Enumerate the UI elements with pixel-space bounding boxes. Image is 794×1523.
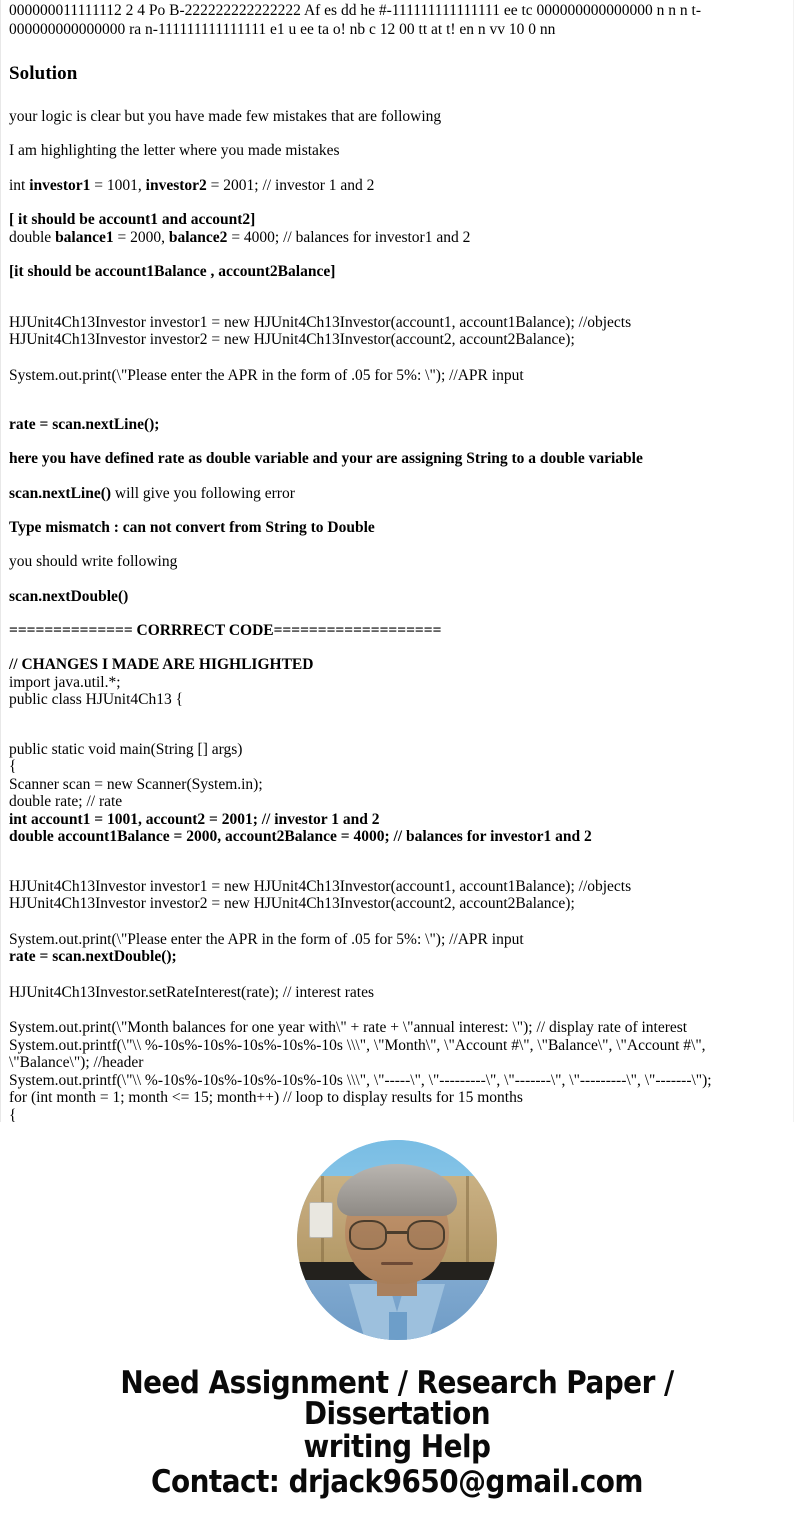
spacer [9, 384, 787, 402]
avatar [297, 1140, 497, 1340]
spacer [9, 537, 787, 553]
mistake1-prefix: int [9, 176, 30, 194]
spacer [9, 282, 787, 300]
avatar-wrapper [297, 1140, 497, 1340]
code-line-apr-prompt: System.out.print(\"Please enter the APR in the form of .05 for 5%: \"); //APR input [9, 930, 524, 948]
code-line-class-decl: public class HJUnit4Ch13 { [9, 691, 184, 709]
error-lead-rest: will give you following error [111, 484, 295, 502]
rate-issue-explanation: here you have defined rate as double variable and your are assigning String to a double variable [9, 450, 643, 468]
promo-contact-line: Contact: drjack9650@gmail.com [151, 1464, 643, 1500]
code-objects-line2: HJUnit4Ch13Investor investor2 = new HJUnit4Ch13Investor(account2, account2Balance); [9, 331, 575, 349]
changes-highlighted-note: // CHANGES I MADE ARE HIGHLIGHTED [9, 656, 314, 674]
promo-footer [0, 1122, 794, 1523]
mistake2-correction-note: [it should be account1Balance , account2Balance] [9, 263, 336, 281]
mistake-line-investors [9, 177, 787, 195]
advice-write-following: you should write following [9, 553, 178, 571]
code-line-scanner: Scanner scan = new Scanner(System.in); [9, 775, 263, 793]
mistake2-var2: balance2 [168, 229, 228, 247]
code-line-rate-next-double: rate = scan.nextDouble(); [9, 948, 177, 966]
paragraph-logic-clear: your logic is clear but you have made few mistakes that are following [9, 107, 442, 125]
spacer [9, 503, 787, 519]
spacer [9, 640, 787, 656]
mistake2-prefix: double [9, 229, 56, 247]
code-line-investor2-object: HJUnit4Ch13Investor investor2 = new HJUnit4Ch13Investor(account2, account2Balance); [9, 895, 575, 913]
spacer [9, 402, 787, 416]
promo-line-2: writing Help [303, 1429, 491, 1465]
garbled-header-text: 000000011111112 2 4 Po B-222222222222222 Af es dd he #-111111111111111 ee tc 000000000000000 n n n t-000000000000000 ra n-111111111111111 e1 u ee ta o! nb c 12 00 tt at t! en n vv 10 0 nn [9, 2, 701, 38]
mistake1-var2: investor2 [145, 176, 207, 194]
mistake2-var1: balance1 [55, 229, 114, 247]
spacer [9, 247, 787, 263]
answer-document-content [1, 0, 794, 1122]
code-line-open-brace-loop: { [9, 1106, 17, 1122]
spacer [9, 349, 787, 367]
error-lead-method: scan.nextLine() [9, 484, 112, 502]
code-line-accounts: int account1 = 1001, account2 = 2001; // investor 1 and 2 [9, 810, 380, 828]
spacer [9, 966, 787, 984]
photo-eyeglass-bridge [387, 1231, 407, 1234]
correct-code-banner: ============== CORRRECT CODE=================== [9, 621, 442, 639]
code-line-printf-separator: System.out.printf(\"\\ %-10s%-10s%-10s%-10s%-10s \\\", \"-----\", \"---------\", \"-------\", \"---------\", \"-------\"); [9, 1071, 712, 1089]
mistake1-suffix: = 2001; // investor 1 and 2 [206, 176, 375, 194]
spacer [9, 469, 787, 485]
solution-heading: Solution [9, 63, 78, 85]
code-line-print-month-balances: System.out.print(\"Month balances for one year with\" + rate + \"annual interest: \"); // display rate of interest [9, 1019, 688, 1037]
code-line-account-balances: double account1Balance = 2000, account2Balance = 4000; // balances for investor1 and 2 [9, 828, 592, 846]
mistake2-mid: = 2000, [113, 229, 169, 247]
spacer [9, 709, 787, 727]
mistake1-var1: investor1 [29, 176, 91, 194]
promo-line-1: Need Assignment / Research Paper / Dissertation [120, 1365, 674, 1432]
spacer [9, 864, 787, 878]
spacer [9, 161, 787, 177]
spacer [9, 572, 787, 588]
spacer [9, 126, 787, 142]
type-mismatch-error-message: Type mismatch : can not convert from String to Double [9, 519, 375, 537]
mistake1-correction-note: [ it should be account1 and account2] [9, 210, 256, 228]
mistake2-suffix: = 4000; // balances for investor1 and 2 [227, 229, 471, 247]
spacer [9, 86, 787, 108]
code-apr-input-line: System.out.print(\"Please enter the APR in the form of .05 for 5%: \"); //APR input [9, 366, 524, 384]
photo-tie [389, 1312, 407, 1340]
photo-eyeglass-left [349, 1220, 387, 1250]
code-line-set-rate-interest: HJUnit4Ch13Investor.setRateInterest(rate); // interest rates [9, 983, 375, 1001]
paragraph-highlighting: I am highlighting the letter where you made mistakes [9, 142, 340, 160]
fix-next-double: scan.nextDouble() [9, 587, 129, 605]
spacer [9, 1001, 787, 1019]
mistake-line-balances [9, 229, 787, 247]
mistake1-mid: = 1001, [90, 176, 146, 194]
code-line-open-brace-main: { [9, 758, 17, 776]
bad-rate-assignment-line: rate = scan.nextLine(); [9, 416, 160, 434]
photo-eyeglass-right [407, 1220, 445, 1250]
spacer [9, 846, 787, 864]
spacer [9, 606, 787, 622]
spacer [9, 913, 787, 931]
code-line-investor1-object: HJUnit4Ch13Investor investor1 = new HJUnit4Ch13Investor(account1, account1Balance); //objects [9, 877, 632, 895]
photo-wall-switch [309, 1202, 333, 1238]
code-objects-line1: HJUnit4Ch13Investor investor1 = new HJUnit4Ch13Investor(account1, account1Balance); //objects [9, 313, 632, 331]
photo-mouth [381, 1262, 413, 1265]
code-line-printf-header: System.out.printf(\"\\ %-10s%-10s%-10s%-10s%-10s \\\", \"Month\", \"Account #\", \"Balance\", \"Account #\", \"Balance\"); //header [9, 1036, 710, 1072]
code-line-double-rate: double rate; // rate [9, 793, 123, 811]
promo-heading [56, 1365, 738, 1500]
error-lead-line [9, 485, 787, 503]
spacer [9, 195, 787, 211]
spacer [9, 727, 787, 741]
spacer [9, 300, 787, 314]
code-line-main-decl: public static void main(String [] args) [9, 740, 243, 758]
code-line-import: import java.util.*; [9, 673, 121, 691]
code-line-for-loop: for (int month = 1; month <= 15; month++) // loop to display results for 15 months [9, 1089, 523, 1107]
spacer [9, 434, 787, 450]
